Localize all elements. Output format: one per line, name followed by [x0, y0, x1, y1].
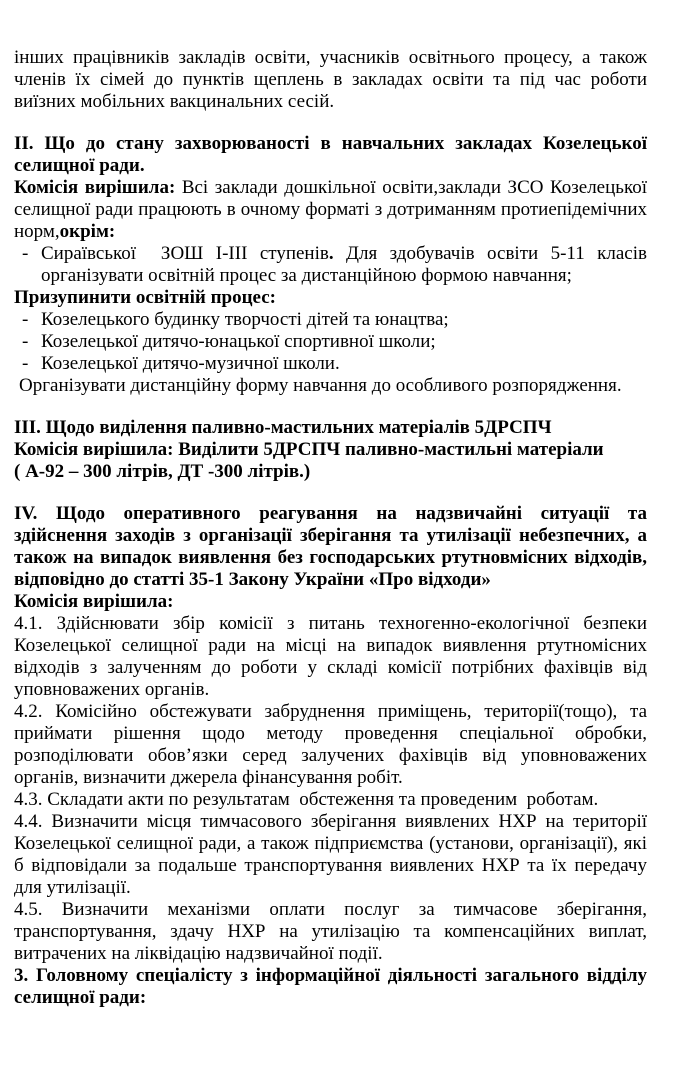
list-bullet-dash: -: [22, 243, 29, 264]
text-run: Козелецької дитячо-музичної школи.: [41, 353, 340, 374]
list-item-school: [14, 243, 647, 287]
section-4-decision-label: [14, 591, 647, 613]
section-4-heading: [14, 503, 647, 591]
text-run: Козелецького будинку творчості дітей та юнацтва;: [41, 309, 449, 330]
section-2-decision: [14, 177, 647, 243]
intro-paragraph: [14, 47, 647, 113]
list-bullet-dash: -: [22, 353, 29, 374]
item-4-2: [14, 701, 647, 789]
section-3-heading: [14, 417, 647, 483]
section-2-heading: [14, 133, 647, 177]
bold-text-run: IV. Щодо оперативного реагування на надзвичайні ситуації та здійснення заходів з організації зберігання та утилізації небезпечних, а також на випадок виявлення без господарських ртутновмісних відходів, відповідно до статті 35-1 Закону України «Про відходи»: [14, 503, 647, 590]
list-bullet-dash: -: [22, 331, 29, 352]
bold-text-run: .: [328, 243, 334, 264]
paragraph-spacer: [14, 113, 647, 133]
text-run: Козелецької дитячо-юнацької спортивної школи;: [41, 331, 436, 352]
text-run: 4.1. Здійснювати збір комісії з питань техногенно-екологічної безпеки Козелецької селищної ради на місці на випадок виявлення ртутномісних відходів з залученням до роботи у складі комісії потрібних фахівців від уповноважених органів.: [14, 613, 647, 700]
suspend-process-heading: [14, 287, 647, 309]
bold-text-run: Призупинити освітній процес:: [14, 287, 276, 308]
text-run: Для здобувачів освіти 5-11 класів організувати освітній процес за дистанційною формою навчання;: [41, 243, 647, 286]
list-item-creativity-house: [14, 309, 647, 331]
text-run: Організувати дистанційну форму навчання до особливого розпорядження.: [19, 375, 622, 396]
distance-learning-note: [14, 375, 647, 397]
paragraph-spacer: [14, 483, 647, 503]
text-run: 4.5. Визначити механізми оплати послуг за тимчасове зберігання, транспортування, здачу НХР на утилізацію та компенсаційних виплат, витрачених на ліквідацію надзвичайної події.: [14, 899, 647, 964]
bold-text-run: окрім:: [59, 221, 116, 242]
heading-line: ( А-92 – 300 літрів, ДТ -300 літрів.): [14, 461, 311, 482]
text-run: 4.3. Складати акти по результатам обстеження та проведеним роботам.: [14, 789, 599, 810]
bold-text-run: Комісія вирішила:: [14, 177, 182, 198]
text-run: Сираївської ЗОШ І-ІІІ ступенів: [41, 243, 329, 264]
item-4-1: [14, 613, 647, 701]
bold-text-run: Комісія вирішила:: [14, 591, 174, 612]
heading-line: Комісія вирішила: Виділити 5ДРСПЧ паливно-мастильні матеріали: [14, 439, 604, 460]
item-4-5: [14, 899, 647, 965]
list-item-music-school: [14, 353, 647, 375]
bold-text-run: 3. Головному спеціалісту з інформаційної діяльності загального відділу селищної ради:: [14, 965, 647, 1008]
heading-line: ІІІ. Щодо виділення паливно-мастильних матеріалів 5ДРСПЧ: [14, 417, 552, 438]
point-3-heading: [14, 965, 647, 1009]
bold-text-run: ІІ. Що до стану захворюваності в навчальних закладах Козелецької селищної ради.: [14, 133, 647, 176]
text-run: 4.4. Визначити місця тимчасового зберігання виявлених НХР на території Козелецької селищної ради, а також підприємства (установи, організації), які б відповідали за подальше транспортування виявлених НХР та їх передачу для утилізації.: [14, 811, 647, 898]
document-body: [14, 47, 647, 1009]
item-4-3: [14, 789, 647, 811]
paragraph-spacer: [14, 397, 647, 417]
list-bullet-dash: -: [22, 309, 29, 330]
item-4-4: [14, 811, 647, 899]
list-item-sports-school: [14, 331, 647, 353]
text-run: інших працівників закладів освіти, учасників освітнього процесу, а також членів їх сімей до пунктів щеплень в закладах освіти та під час роботи виїзних мобільних вакцинальних сесій.: [14, 47, 647, 112]
text-run: Всі заклади дошкільної освіти,заклади ЗСО Козелецької селищної ради працюють в очному форматі з дотриманням протиепідемічних норм,: [14, 177, 647, 242]
text-run: 4.2. Комісійно обстежувати забруднення приміщень, території(тощо), та приймати рішення щодо методу проведення спеціальної обробки, розподілювати обов’язки серед залучених фахівців від уповноважених органів, визначити джерела фінансування робіт.: [14, 701, 647, 788]
